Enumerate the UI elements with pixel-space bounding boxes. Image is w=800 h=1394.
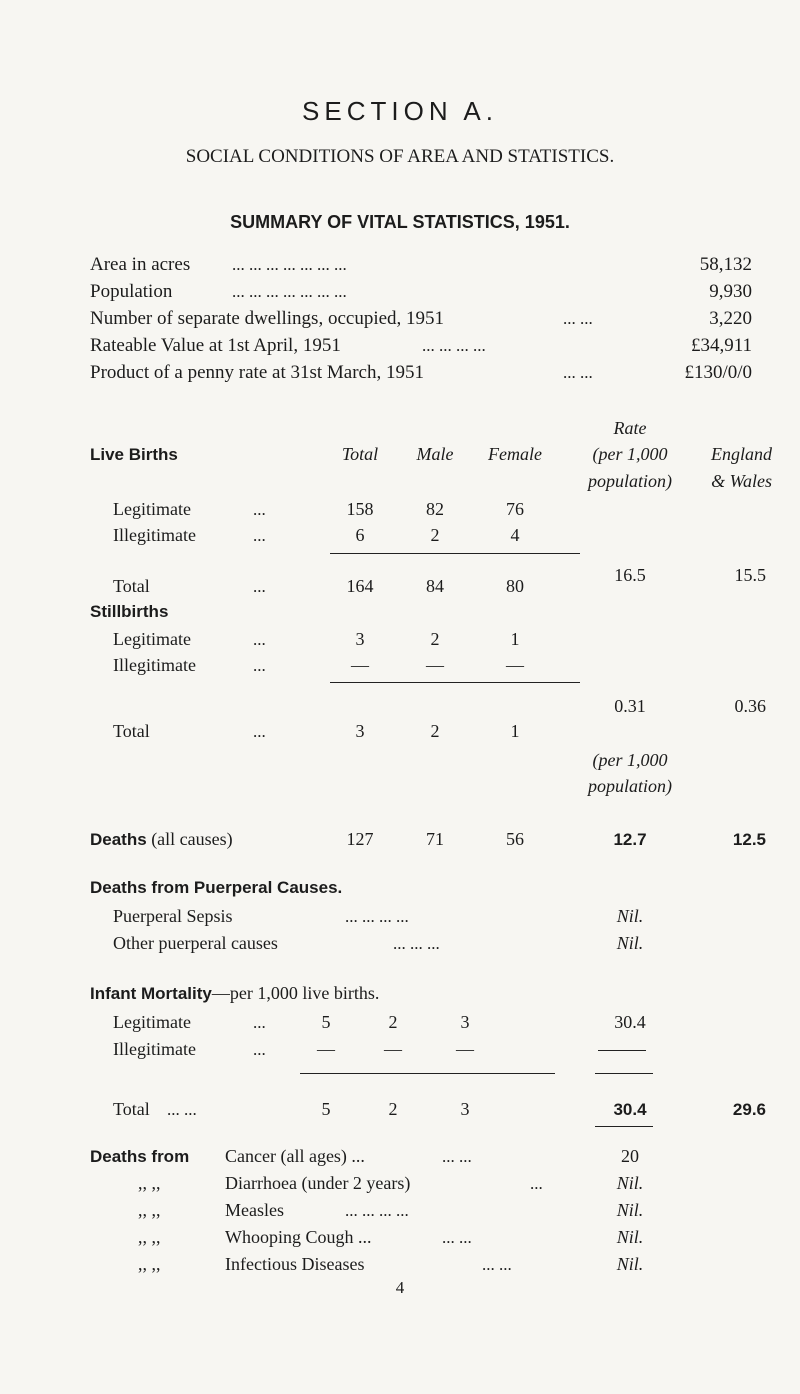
row-dots: ... (253, 526, 266, 545)
row-label: Legitimate (113, 499, 191, 519)
section-heading: SECTION A. (302, 96, 498, 126)
row-dots: ... ... ... ... (345, 1201, 409, 1220)
row-label: Total (113, 721, 150, 741)
male-cell: 2 (430, 525, 440, 545)
deaths-england-wales: 12.5 (732, 830, 766, 849)
divider-rule (330, 553, 580, 554)
stillbirths-heading: Stillbirths (90, 602, 169, 621)
divider-rule (595, 1126, 653, 1127)
row-label: Total (113, 576, 150, 596)
male-cell: 2 (388, 1099, 398, 1119)
female-cell: 1 (510, 629, 520, 649)
summary-value: 9,930 (709, 281, 752, 302)
total-cell: 158 (346, 499, 374, 519)
male-cell: 71 (426, 829, 444, 849)
female-cell: — (506, 655, 524, 675)
summary-label: Population (90, 281, 173, 302)
row-dots: ... ... (442, 1147, 472, 1166)
row-dots: ... (253, 1040, 266, 1059)
female-cell: 3 (460, 1099, 470, 1119)
cause-label: Whooping Cough ... (225, 1227, 372, 1247)
summary-dots: ... ... (563, 363, 593, 382)
total-cell: 3 (355, 629, 365, 649)
row-label: Legitimate (113, 629, 191, 649)
total-cell: 5 (321, 1099, 331, 1119)
female-cell: 56 (506, 829, 524, 849)
divider-rule (300, 1073, 555, 1074)
stillbirths-england-wales: 0.36 (734, 696, 766, 716)
row-dots: ... ... (482, 1255, 512, 1274)
live-births-heading: Live Births (90, 445, 178, 464)
infant-heading-bold: Infant Mortality (90, 984, 212, 1003)
ditto-mark: ,, ,, (138, 1227, 161, 1247)
summary-dots: ... ... ... ... ... ... ... (232, 282, 347, 301)
total-cell: 127 (346, 829, 374, 849)
row-dots: ... ... ... ... (345, 907, 409, 926)
deaths-rate: 12.7 (613, 830, 647, 849)
row-dots: ... ... (167, 1100, 197, 1119)
row-label: Total (113, 1099, 150, 1119)
cause-value: Nil. (616, 1254, 644, 1274)
total-cell: 6 (355, 525, 365, 545)
cause-label: Measles (225, 1200, 284, 1220)
per-1000-header: (per 1,000 (592, 444, 668, 464)
male-cell: 82 (426, 499, 444, 519)
england-header: England (711, 444, 772, 464)
causes-prefix: Deaths from (90, 1147, 190, 1166)
page-title: SOCIAL CONDITIONS OF AREA AND STATISTICS. (185, 146, 615, 167)
female-cell: 1 (510, 721, 520, 741)
deaths-label-rest: (all causes) (151, 829, 233, 849)
total-header: Total (341, 444, 379, 464)
total-cell: 3 (355, 721, 365, 741)
puerperal-value: Nil. (616, 906, 644, 926)
row-dots: ... (253, 500, 266, 519)
total-cell: — (351, 655, 369, 675)
row-dots: ... (253, 630, 266, 649)
total-cell: 5 (321, 1012, 331, 1032)
row-dots: ... (253, 656, 266, 675)
total-cell: 164 (346, 576, 374, 596)
summary-label: Area in acres (90, 254, 191, 275)
stillbirths-rate: 0.31 (614, 696, 646, 716)
female-cell: 4 (510, 525, 520, 545)
puerperal-heading: Deaths from Puerperal Causes. (90, 878, 343, 897)
infant-heading (90, 983, 379, 1004)
row-label: Illegitimate (113, 655, 196, 675)
stillbirths-per-1000: (per 1,000 (592, 750, 668, 770)
summary-label: Number of separate dwellings, occupied, 1951 (90, 308, 445, 329)
deaths-label (90, 829, 233, 850)
summary-title: SUMMARY OF VITAL STATISTICS, 1951. (230, 212, 570, 232)
cause-value: 20 (621, 1146, 639, 1166)
male-cell: 2 (388, 1012, 398, 1032)
female-cell: 80 (506, 576, 524, 596)
row-dots: ... (253, 1013, 266, 1032)
male-cell: 2 (430, 629, 440, 649)
population-header: population) (588, 471, 672, 491)
row-label: Puerperal Sepsis (113, 906, 233, 926)
divider-rule (598, 1050, 646, 1051)
summary-value: £34,911 (690, 335, 752, 356)
live-births-england-wales: 15.5 (734, 565, 766, 585)
male-cell: 2 (430, 721, 440, 741)
summary-value: 58,132 (699, 254, 752, 275)
female-cell: — (456, 1039, 474, 1059)
wales-header: & Wales (711, 471, 772, 491)
row-label: Legitimate (113, 1012, 191, 1032)
summary-dots: ... ... (563, 309, 593, 328)
infant-total-rate: 30.4 (613, 1100, 647, 1119)
total-cell: — (317, 1039, 335, 1059)
rate-header: Rate (613, 418, 647, 438)
male-cell: — (426, 655, 444, 675)
cause-label: Diarrhoea (under 2 years) (225, 1173, 411, 1193)
cause-value: Nil. (616, 1173, 644, 1193)
row-dots: ... ... ... (393, 934, 440, 953)
female-cell: 76 (506, 499, 524, 519)
infant-legitimate-rate: 30.4 (614, 1012, 646, 1032)
row-dots: ... (530, 1174, 543, 1193)
row-label: Other puerperal causes (113, 933, 278, 953)
male-header: Male (416, 444, 454, 464)
live-births-rate: 16.5 (614, 565, 646, 585)
infant-england-wales: 29.6 (732, 1100, 766, 1119)
row-dots: ... (253, 722, 266, 741)
divider-rule (595, 1073, 653, 1074)
infant-heading-rest: —per 1,000 live births. (211, 983, 380, 1003)
row-label: Illegitimate (113, 1039, 196, 1059)
female-header: Female (488, 444, 542, 464)
cause-value: Nil. (616, 1227, 644, 1247)
ditto-mark: ,, ,, (138, 1254, 161, 1274)
page-number: 4 (395, 1278, 405, 1297)
cause-label: Cancer (all ages) ... (225, 1146, 365, 1166)
cause-label: Infectious Diseases (225, 1254, 365, 1274)
ditto-mark: ,, ,, (138, 1173, 161, 1193)
ditto-mark: ,, ,, (138, 1200, 161, 1220)
row-dots: ... ... (442, 1228, 472, 1247)
cause-value: Nil. (616, 1200, 644, 1220)
summary-dots: ... ... ... ... (422, 336, 486, 355)
row-label: Illegitimate (113, 525, 196, 545)
summary-value: £130/0/0 (684, 362, 752, 383)
male-cell: — (384, 1039, 402, 1059)
summary-label: Rateable Value at 1st April, 1951 (90, 335, 341, 356)
divider-rule (330, 682, 580, 683)
deaths-label-bold: Deaths (90, 830, 147, 849)
puerperal-value: Nil. (616, 933, 644, 953)
male-cell: 84 (426, 576, 444, 596)
female-cell: 3 (460, 1012, 470, 1032)
stillbirths-population: population) (588, 776, 672, 796)
summary-value: 3,220 (709, 308, 752, 329)
row-dots: ... (253, 577, 266, 596)
summary-label: Product of a penny rate at 31st March, 1951 (90, 362, 424, 383)
summary-dots: ... ... ... ... ... ... ... (232, 255, 347, 274)
